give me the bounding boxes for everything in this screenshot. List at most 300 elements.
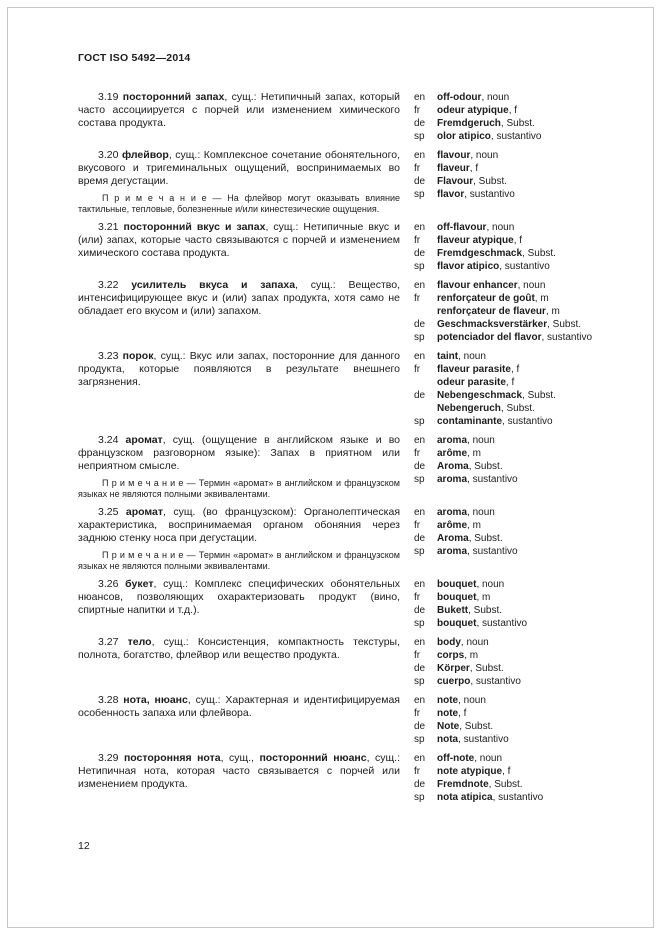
- translation-text: [437, 506, 595, 519]
- definition-text: 3.21: [98, 221, 124, 233]
- language-code: sp: [414, 618, 425, 629]
- term-name: посторонний запах: [122, 91, 225, 103]
- definition-text: , сущ.: Вкус или запах, посторонние для данного продукта, которые появляются в результате внешнего загрязнения.: [78, 350, 400, 388]
- translation-term: Geschmacksverstärker: [437, 319, 548, 330]
- translation-text: [437, 545, 595, 558]
- term-entry: [78, 149, 595, 215]
- language-code: [414, 305, 437, 318]
- translation-line: [414, 350, 595, 363]
- translation-grammar: , m: [467, 448, 481, 459]
- term-entry: [78, 506, 595, 572]
- translation-line: [414, 260, 595, 273]
- translation-text: [437, 733, 595, 746]
- translation-line: [414, 662, 595, 675]
- term-name: усилитель вкуса и запаха: [131, 279, 296, 291]
- translation-line: [414, 752, 595, 765]
- translation-term: aroma: [437, 474, 468, 485]
- page-number: 12: [78, 840, 90, 852]
- term-entry: [78, 434, 595, 500]
- document-header: ГОСТ ISO 5492—2014: [78, 52, 191, 64]
- translations-column: [414, 149, 595, 215]
- term-entry: [78, 91, 595, 143]
- translation-text: [437, 604, 595, 617]
- translation-grammar: , Subst.: [547, 319, 581, 330]
- language-code: fr: [414, 650, 421, 661]
- translation-term: renforçateur de goût: [437, 293, 535, 304]
- language-code: fr: [414, 592, 421, 603]
- translation-grammar: , m: [464, 650, 479, 661]
- translation-term: Note: [437, 721, 460, 732]
- translation-term: bouquet: [437, 579, 477, 590]
- term-name: букет: [125, 578, 154, 590]
- translation-term: Fremdnote: [437, 779, 489, 790]
- translations-column: [414, 636, 595, 688]
- translation-term: flavor atipico: [437, 261, 500, 272]
- translation-line: [414, 234, 595, 247]
- language-code: de: [414, 533, 426, 544]
- translations-column: [414, 578, 595, 630]
- translation-term: off-odour: [437, 92, 482, 103]
- translation-term: aroma: [437, 435, 468, 446]
- translation-text: [437, 778, 595, 791]
- language-code: sp: [414, 261, 425, 272]
- translation-text: [437, 591, 595, 604]
- term-note: П р и м е ч а н и е — Термин «аромат» в английском и французском языках не являются полными эквивалентами.: [78, 478, 400, 499]
- translation-text: [437, 104, 595, 117]
- language-code: en: [414, 150, 426, 161]
- translation-grammar: , f: [510, 364, 520, 375]
- translation-term: nota atipica: [437, 792, 493, 803]
- definition-column: [78, 752, 400, 804]
- translation-term: note: [437, 695, 459, 706]
- translation-term: aroma: [437, 546, 468, 557]
- term-entry: [78, 694, 595, 746]
- translation-term: Nebengeruch: [437, 403, 501, 414]
- translation-grammar: , noun: [486, 222, 515, 233]
- translation-term: odeur parasite: [437, 377, 506, 388]
- translation-text: [437, 519, 595, 532]
- language-code: de: [414, 319, 426, 330]
- language-code: en: [414, 637, 426, 648]
- translation-term: Flavour: [437, 176, 474, 187]
- translation-term: Aroma: [437, 461, 469, 472]
- language-code: en: [414, 695, 426, 706]
- translation-grammar: , noun: [458, 351, 486, 362]
- translation-text: [437, 305, 595, 318]
- translation-text: [437, 117, 595, 130]
- language-code: fr: [414, 766, 421, 777]
- language-code: de: [414, 721, 426, 732]
- translation-text: [437, 447, 595, 460]
- translation-term: flaveur parasite: [437, 364, 511, 375]
- term-name: нота, нюанс: [123, 694, 188, 706]
- term-name: флейвор: [121, 149, 169, 161]
- language-code: [414, 402, 437, 415]
- translation-term: arôme: [437, 520, 468, 531]
- translation-line: [414, 363, 595, 376]
- language-code: sp: [414, 416, 425, 427]
- term-name: порок: [122, 350, 154, 362]
- translation-line: [414, 292, 595, 305]
- translation-line: [414, 460, 595, 473]
- translation-text: [437, 221, 595, 234]
- language-code: de: [414, 461, 426, 472]
- term-definition: [78, 91, 400, 130]
- language-code: de: [414, 605, 426, 616]
- translation-grammar: , noun: [481, 92, 510, 103]
- definition-column: [78, 149, 400, 215]
- translation-term: corps: [437, 650, 465, 661]
- translation-text: [437, 234, 595, 247]
- translation-grammar: , m: [534, 293, 549, 304]
- translation-term: flaveur atypique: [437, 235, 514, 246]
- definition-text: , сущ.: Консистенция, компактность текстуры, полнота, богатство, флейвор или вещество продукта.: [78, 636, 400, 661]
- translation-text: [437, 636, 595, 649]
- translation-grammar: , f: [508, 105, 518, 116]
- translation-grammar: , sustantivo: [502, 416, 553, 427]
- translation-text: [437, 389, 595, 402]
- translation-grammar: , sustantivo: [467, 546, 518, 557]
- translation-text: [437, 91, 595, 104]
- translation-grammar: , Subst.: [500, 403, 535, 414]
- translation-text: [437, 675, 595, 688]
- translation-line: [414, 649, 595, 662]
- translation-text: [437, 175, 595, 188]
- definition-text: 3.22: [98, 279, 132, 291]
- translation-grammar: , f: [502, 766, 511, 777]
- term-definition: [78, 752, 400, 791]
- language-code: fr: [414, 235, 421, 246]
- translation-term: note: [437, 708, 459, 719]
- term-definition: [78, 636, 400, 662]
- definition-text: 3.25: [98, 506, 126, 518]
- translation-grammar: , sustantivo: [458, 734, 509, 745]
- definition-text: 3.27: [98, 636, 128, 648]
- language-code: sp: [414, 676, 425, 687]
- translation-term: flavour enhancer: [437, 280, 518, 291]
- definition-column: [78, 434, 400, 500]
- translation-grammar: , f: [458, 708, 467, 719]
- translation-line: [414, 519, 595, 532]
- definition-text: , сущ.: Вещество, интенсифицирующее вкус и (или) запах продукта, хотя само не обладает его вкусом и (или) запахом.: [78, 279, 400, 317]
- term-name: аромат: [125, 434, 163, 446]
- translation-line: [414, 91, 595, 104]
- term-name: посторонний вкус и запах: [123, 221, 266, 233]
- language-code: en: [414, 579, 426, 590]
- term-definition: [78, 434, 400, 473]
- language-code: de: [414, 779, 426, 790]
- language-code: fr: [414, 105, 421, 116]
- language-code: sp: [414, 332, 425, 343]
- translation-line: [414, 434, 595, 447]
- translation-line: [414, 720, 595, 733]
- translation-term: flavour: [437, 150, 471, 161]
- term-name: посторонний нюанс: [259, 752, 367, 764]
- translation-line: [414, 765, 595, 778]
- language-code: sp: [414, 189, 425, 200]
- definition-text: , сущ.,: [220, 752, 260, 764]
- definition-column: [78, 578, 400, 630]
- translation-text: [437, 130, 595, 143]
- language-code: fr: [414, 364, 421, 375]
- language-code: en: [414, 280, 426, 291]
- translation-term: arôme: [437, 448, 468, 459]
- definition-text: , сущ.: Нетипичная нота, которая часто связывается с порчей или изменением продукта.: [78, 752, 401, 790]
- translations-column: [414, 279, 595, 344]
- term-entry: [78, 279, 595, 344]
- language-code: fr: [414, 163, 421, 174]
- definition-text: , сущ.: Нетипичный запах, который часто ассоциируется с порчей или изменением химического состава продукта.: [78, 91, 401, 129]
- definition-text: , сущ.: Комплекс специфических обонятельных нюансов, позволяющих охарактеризовать продукт (вино, спиртные напитки и т.д.).: [78, 578, 401, 616]
- term-note: П р и м е ч а н и е — На флейвор могут оказывать влияние тактильные, тепловые, болезненные и/или кинестезические ощущения.: [78, 193, 400, 214]
- translation-grammar: , noun: [474, 753, 503, 764]
- definition-column: [78, 91, 400, 143]
- definition-column: [78, 350, 400, 428]
- definition-column: [78, 279, 400, 344]
- language-code: de: [414, 663, 426, 674]
- translation-grammar: , sustantivo: [499, 261, 550, 272]
- translation-line: [414, 331, 595, 344]
- term-name: аромат: [125, 506, 163, 518]
- translation-line: [414, 578, 595, 591]
- definition-text: 3.19: [98, 91, 123, 103]
- translations-column: [414, 694, 595, 746]
- translations-column: [414, 350, 595, 428]
- translation-line: [414, 247, 595, 260]
- term-entry: [78, 350, 595, 428]
- translation-grammar: , m: [545, 306, 560, 317]
- translation-line: [414, 104, 595, 117]
- translation-term: body: [437, 637, 461, 648]
- translation-text: [437, 765, 595, 778]
- translation-text: [437, 162, 595, 175]
- translation-term: flaveur: [437, 163, 470, 174]
- translation-text: [437, 473, 595, 486]
- translation-grammar: , f: [505, 377, 515, 388]
- language-code: fr: [414, 520, 421, 531]
- term-definition: [78, 279, 400, 318]
- language-code: de: [414, 248, 426, 259]
- translation-term: olor atipico: [437, 131, 491, 142]
- translation-line: [414, 389, 595, 402]
- language-code: sp: [414, 792, 425, 803]
- translation-grammar: , Subst.: [468, 605, 503, 616]
- term-entry: [78, 578, 595, 630]
- translation-grammar: , sustantivo: [467, 474, 518, 485]
- translation-text: [437, 415, 595, 428]
- translation-grammar: , Subst.: [488, 779, 523, 790]
- translation-grammar: , sustantivo: [470, 676, 521, 687]
- translation-text: [437, 720, 595, 733]
- language-code: sp: [414, 734, 425, 745]
- language-code: en: [414, 351, 426, 362]
- term-definition: [78, 221, 400, 260]
- translation-term: taint: [437, 351, 459, 362]
- translation-text: [437, 318, 595, 331]
- translation-text: [437, 434, 595, 447]
- translation-text: [437, 331, 595, 344]
- translation-text: [437, 578, 595, 591]
- translation-term: Bukett: [437, 605, 469, 616]
- translation-text: [437, 260, 595, 273]
- definition-text: 3.28: [98, 694, 124, 706]
- translation-text: [437, 188, 595, 201]
- language-code: de: [414, 390, 426, 401]
- translation-term: note atypique: [437, 766, 503, 777]
- translation-text: [437, 662, 595, 675]
- translation-grammar: , noun: [476, 579, 505, 590]
- definition-column: [78, 506, 400, 572]
- translation-line: [414, 221, 595, 234]
- translation-grammar: , m: [467, 520, 481, 531]
- translation-text: [437, 350, 595, 363]
- translation-text: [437, 752, 595, 765]
- translation-line: [414, 415, 595, 428]
- translation-term: nota: [437, 734, 459, 745]
- term-definition: [78, 350, 400, 389]
- translation-line: [414, 318, 595, 331]
- translation-line: [414, 707, 595, 720]
- definition-column: [78, 221, 400, 273]
- translation-term: Körper: [437, 663, 470, 674]
- translation-line: [414, 117, 595, 130]
- language-code: de: [414, 176, 426, 187]
- term-name: тело: [127, 636, 152, 648]
- translation-line: [414, 604, 595, 617]
- translation-term: cuerpo: [437, 676, 471, 687]
- language-code: sp: [414, 131, 425, 142]
- translation-line: [414, 376, 595, 389]
- definition-text: , сущ.: Характерная и идентифицируемая особенность запаха или флейвора.: [78, 694, 400, 719]
- definition-text: 3.23: [98, 350, 123, 362]
- translation-grammar: , f: [513, 235, 523, 246]
- translation-text: [437, 292, 595, 305]
- translation-term: bouquet: [437, 618, 477, 629]
- language-code: fr: [414, 708, 421, 719]
- translation-text: [437, 279, 595, 292]
- translation-grammar: , noun: [458, 695, 486, 706]
- translation-line: [414, 591, 595, 604]
- translation-term: Fremdgeruch: [437, 118, 501, 129]
- translation-text: [437, 247, 595, 260]
- translations-column: [414, 91, 595, 143]
- translation-line: [414, 279, 595, 292]
- term-definition: [78, 694, 400, 720]
- definition-column: [78, 694, 400, 746]
- term-note: П р и м е ч а н и е — Термин «аромат» в английском и французском языках не являются полными эквивалентами.: [78, 550, 400, 571]
- translation-term: off-flavour: [437, 222, 487, 233]
- translation-text: [437, 376, 595, 389]
- definition-text: 3.20: [98, 149, 122, 161]
- translation-line: [414, 778, 595, 791]
- term-entry: [78, 221, 595, 273]
- translations-column: [414, 221, 595, 273]
- translation-line: [414, 733, 595, 746]
- translations-column: [414, 752, 595, 804]
- language-code: sp: [414, 474, 425, 485]
- translation-grammar: , Subst.: [469, 663, 504, 674]
- translation-term: aroma: [437, 507, 468, 518]
- language-code: sp: [414, 546, 425, 557]
- translation-grammar: , Subst.: [468, 461, 503, 472]
- translation-text: [437, 694, 595, 707]
- translation-grammar: , Subst.: [522, 248, 556, 259]
- translation-grammar: , Subst.: [468, 533, 503, 544]
- translation-grammar: , noun: [517, 280, 546, 291]
- translation-grammar: , noun: [460, 637, 489, 648]
- definition-text: 3.24: [98, 434, 126, 446]
- translation-line: [414, 473, 595, 486]
- translation-line: [414, 694, 595, 707]
- translation-text: [437, 617, 595, 630]
- translation-grammar: , Subst.: [522, 390, 556, 401]
- definition-text: , сущ.: Нетипичные вкус и (или) запах, которые часто связываются с порчей и изменением химического состава продукта.: [78, 221, 400, 259]
- translation-text: [437, 791, 595, 804]
- translation-grammar: , Subst.: [473, 176, 508, 187]
- term-entry: [78, 752, 595, 804]
- language-code: en: [414, 92, 426, 103]
- definition-text: 3.26: [98, 578, 126, 590]
- translation-term: Aroma: [437, 533, 469, 544]
- translation-grammar: , sustantivo: [492, 792, 544, 803]
- translation-grammar: , noun: [470, 150, 499, 161]
- translation-grammar: , noun: [467, 507, 495, 518]
- language-code: en: [414, 435, 426, 446]
- translation-term: flavor: [437, 189, 465, 200]
- translation-line: [414, 188, 595, 201]
- translation-grammar: , sustantivo: [490, 131, 542, 142]
- translation-grammar: , sustantivo: [541, 332, 593, 343]
- language-code: en: [414, 507, 426, 518]
- definition-text: , сущ. (ощущение в английском языке и во французском разговорном языке): Запах в приятном или неприятном смысле.: [78, 434, 401, 472]
- translation-line: [414, 617, 595, 630]
- language-code: de: [414, 118, 426, 129]
- definition-column: [78, 636, 400, 688]
- translation-term: potenciador del flavor: [437, 332, 542, 343]
- translation-grammar: , Subst.: [500, 118, 535, 129]
- language-code: [414, 376, 437, 389]
- translation-line: [414, 130, 595, 143]
- translation-line: [414, 162, 595, 175]
- translation-line: [414, 506, 595, 519]
- translation-line: [414, 175, 595, 188]
- translation-term: odeur atypique: [437, 105, 509, 116]
- language-code: fr: [414, 448, 421, 459]
- term-definition: [78, 578, 400, 617]
- translation-line: [414, 675, 595, 688]
- translation-text: [437, 707, 595, 720]
- translation-grammar: , sustantivo: [476, 618, 528, 629]
- language-code: fr: [414, 293, 421, 304]
- definition-text: , сущ.: Комплексное сочетание обонятельного, вкусового и тригеминальных ощущений, воспринимаемых во время дегустации.: [78, 149, 400, 187]
- translation-text: [437, 149, 595, 162]
- translation-line: [414, 447, 595, 460]
- translation-grammar: , f: [469, 163, 479, 174]
- term-definition: [78, 149, 400, 188]
- translation-grammar: , m: [476, 592, 491, 603]
- translation-term: renforçateur de flaveur: [437, 306, 546, 317]
- translation-term: Fremdgeschmack: [437, 248, 523, 259]
- translations-column: [414, 506, 595, 572]
- translation-text: [437, 649, 595, 662]
- translation-line: [414, 305, 595, 318]
- terms-list: [78, 91, 595, 810]
- term-name: посторонняя нота: [123, 752, 221, 764]
- translation-term: Nebengeschmack: [437, 390, 523, 401]
- translations-column: [414, 434, 595, 500]
- translation-term: off-note: [437, 753, 475, 764]
- translation-term: bouquet: [437, 592, 477, 603]
